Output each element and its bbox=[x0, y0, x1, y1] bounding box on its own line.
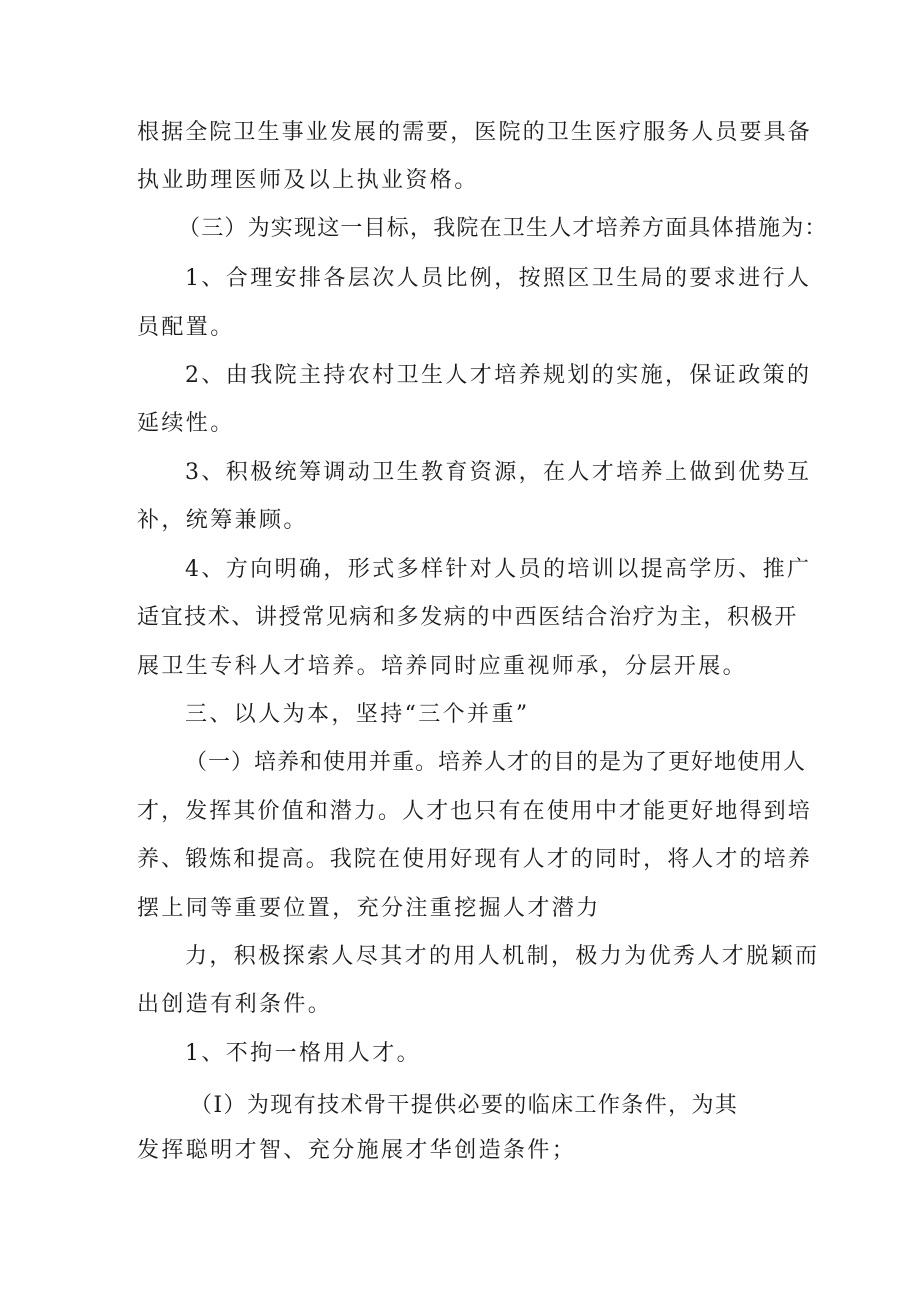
text-line: 适宜技术、讲授常见病和多发病的中西医结合治疗为主，积极开 bbox=[137, 605, 798, 630]
text-line: 根据全院卫生事业发展的需要，医院的卫生医疗服务人员要具备 bbox=[137, 120, 812, 145]
text-line: （一）培养和使用并重。培养人才的目的是为了更好地使用人 bbox=[185, 750, 807, 775]
text-line: 延续性。 bbox=[137, 411, 235, 436]
text-line: 补，统筹兼顾。 bbox=[137, 508, 308, 533]
text-line: （三）为实现这一目标，我院在卫生人才培养方面具体措施为： bbox=[178, 216, 828, 241]
text-line: 展卫生专科人才培养。培养同时应重视师承，分层开展。 bbox=[137, 654, 748, 679]
text-line: （I）为现有技术骨干提供必要的临床工作条件，为其 bbox=[190, 1093, 739, 1118]
text-line: 三、以人为本，坚持“三个并重” bbox=[185, 702, 530, 727]
text-line: 3、积极统筹调动卫生教育资源，在人才培养上做到优势互 bbox=[185, 460, 812, 485]
text-line: 1、合理安排各层次人员比例，按照区卫生局的要求进行人 bbox=[185, 266, 812, 291]
text-line: 发挥聪明才智、充分施展才华创造条件； bbox=[137, 1138, 577, 1163]
text-line: 摆上同等重要位置，充分注重挖掘人才潜力 bbox=[137, 896, 601, 921]
text-line: 员配置。 bbox=[137, 315, 235, 340]
text-line: 1、不拘一格用人才。 bbox=[185, 1041, 421, 1066]
text-line: 才，发挥其价值和潜力。人才也只有在使用中才能更好地得到培 bbox=[137, 799, 812, 824]
text-line: 力，积极探索人尽其才的用人机制，极力为优秀人才脱颖而 bbox=[185, 944, 820, 969]
text-line: 养、锻炼和提高。我院在使用好现有人才的同时，将人才的培养 bbox=[137, 847, 812, 872]
text-line: 执业助理医师及以上执业资格。 bbox=[137, 168, 479, 193]
text-line: 4、方向明确，形式多样针对人员的培训以提高学历、推广 bbox=[185, 557, 812, 582]
text-line: 2、由我院主持农村卫生人才培养规划的实施，保证政策的 bbox=[185, 363, 812, 388]
text-line: 出创造有利条件。 bbox=[137, 992, 333, 1017]
